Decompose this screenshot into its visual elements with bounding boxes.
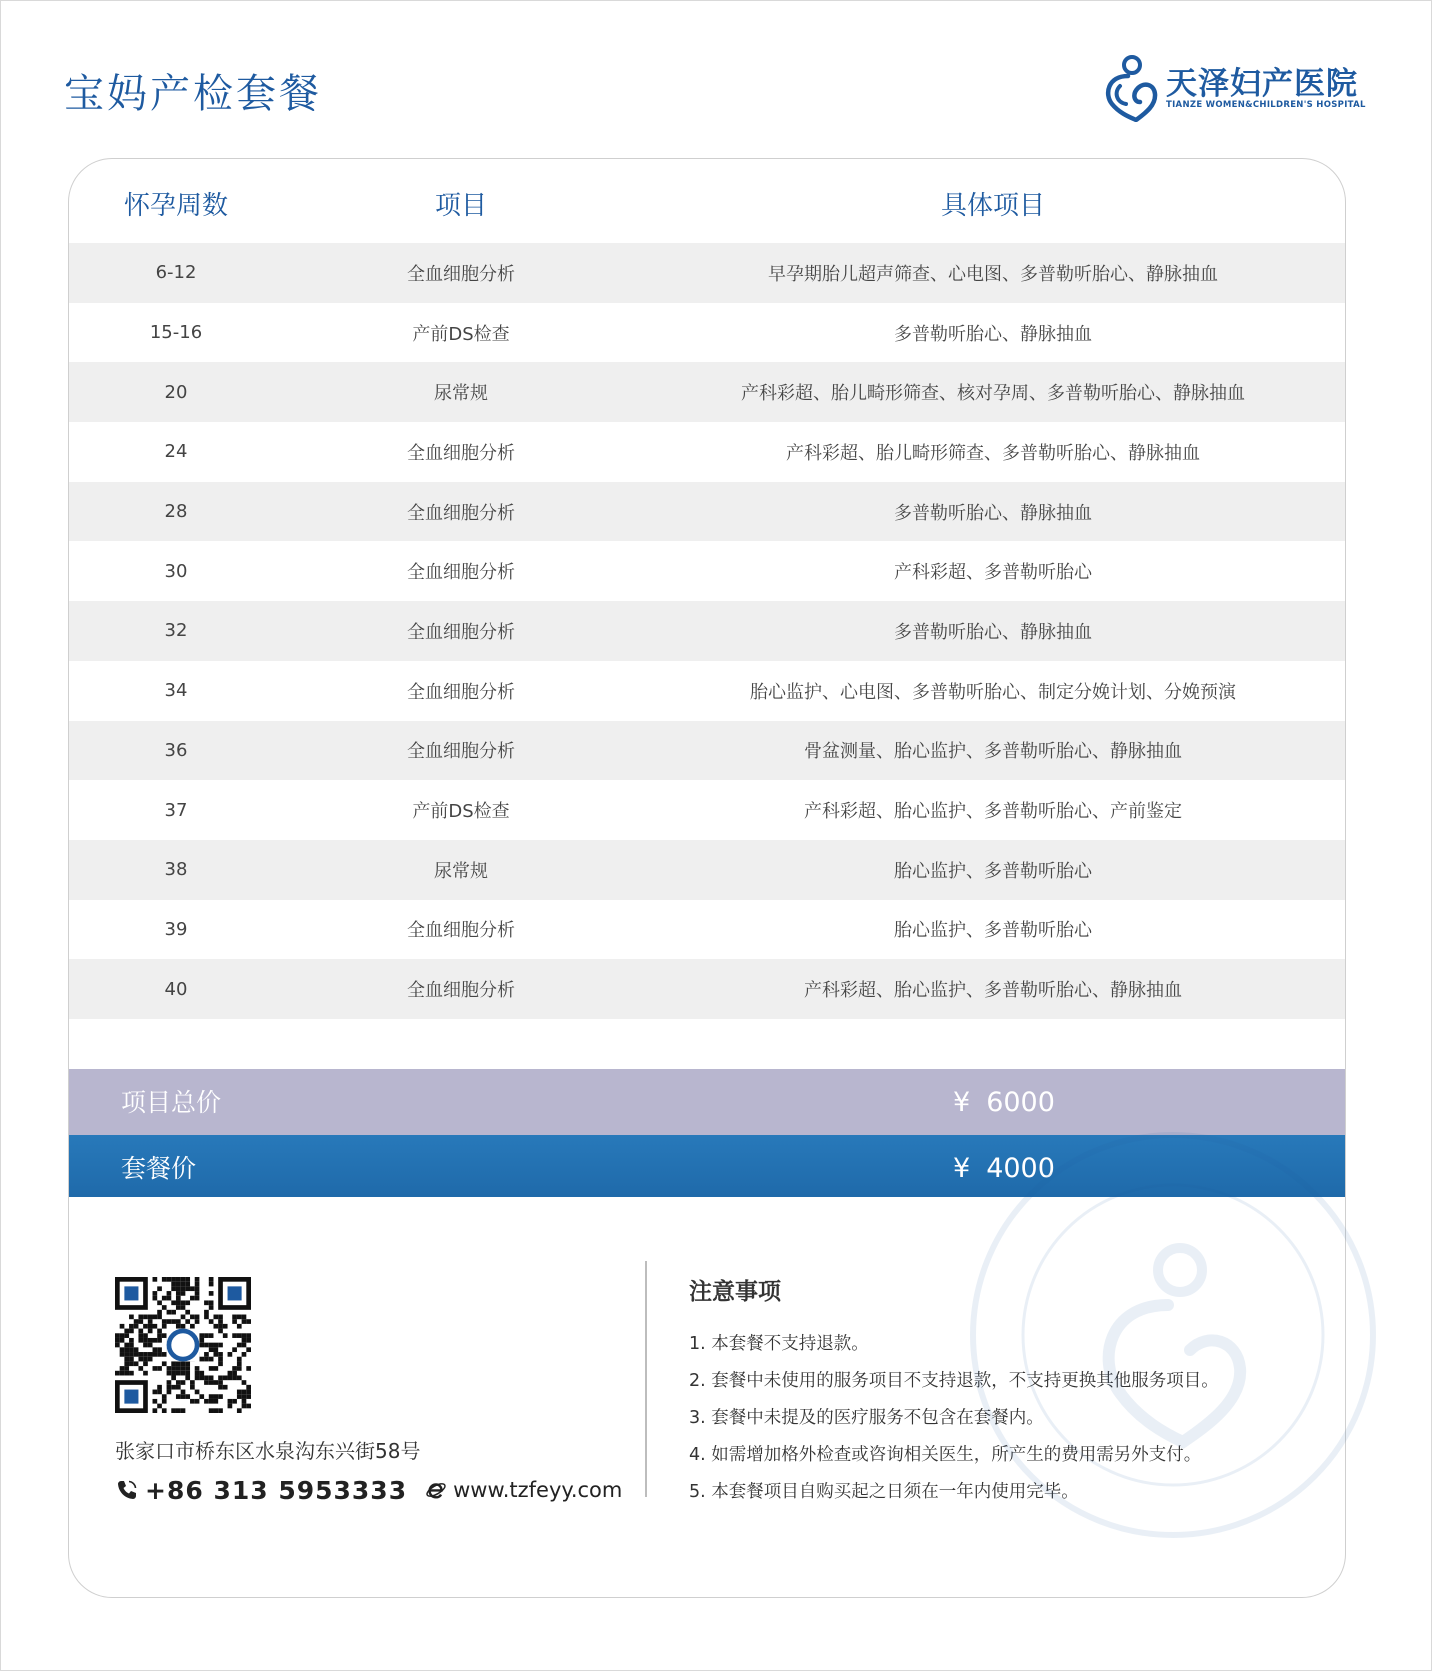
detail-cell: 早孕期胎儿超声筛查、心电图、多普勒听胎心、静脉抽血 — [768, 263, 1218, 285]
qr-code[interactable] — [115, 1277, 251, 1413]
week-cell: 24 — [164, 441, 188, 463]
detail-cell: 产科彩超、胎儿畸形筛查、多普勒听胎心、静脉抽血 — [786, 442, 1200, 464]
website-link[interactable]: www.tzfeyy.com — [453, 1478, 623, 1502]
item-cell: 产前DS检查 — [412, 801, 510, 823]
table-row — [69, 243, 1345, 303]
page-title: 宝妈产检套餐 — [64, 71, 322, 117]
item-cell: 产前DS检查 — [412, 323, 510, 345]
table-row — [69, 721, 1345, 781]
item-cell: 全血细胞分析 — [407, 920, 515, 942]
detail-cell: 胎心监护、多普勒听胎心 — [894, 920, 1092, 942]
table-row — [69, 482, 1345, 542]
total-currency: ¥ — [953, 1087, 971, 1118]
table-row — [69, 840, 1345, 900]
table-row — [69, 780, 1345, 840]
item-cell: 全血细胞分析 — [407, 442, 515, 464]
hospital-name-en: TIANZE WOMEN&CHILDREN'S HOSPITAL — [1166, 100, 1366, 110]
note-item: 1. 本套餐不支持退款。 — [689, 1334, 869, 1354]
detail-cell: 骨盆测量、胎心监护、多普勒听胎心、静脉抽血 — [804, 741, 1182, 763]
detail-cell: 多普勒听胎心、静脉抽血 — [894, 621, 1092, 643]
total-price-label: 项目总价 — [121, 1088, 222, 1117]
table-row — [69, 422, 1345, 482]
section-divider — [645, 1261, 647, 1497]
week-cell: 40 — [164, 978, 188, 1000]
week-cell: 32 — [164, 620, 188, 642]
phone-number[interactable]: +86 313 5953333 — [145, 1475, 408, 1505]
detail-cell: 产科彩超、胎儿畸形筛查、核对孕周、多普勒听胎心、静脉抽血 — [741, 383, 1245, 405]
note-item: 3. 套餐中未提及的医疗服务不包含在套餐内。 — [689, 1408, 1044, 1428]
item-cell: 全血细胞分析 — [407, 980, 515, 1002]
header-detail: 具体项目 — [940, 191, 1045, 221]
hospital-watermark-seal — [958, 1120, 1388, 1550]
note-item: 4. 如需增加格外检查或咨询相关医生，所产生的费用需另外支付。 — [689, 1445, 1202, 1465]
item-cell: 尿常规 — [434, 383, 488, 405]
total-amount: 6000 — [986, 1087, 1055, 1118]
item-cell: 全血细胞分析 — [407, 681, 515, 703]
week-cell: 15-16 — [149, 322, 203, 344]
week-cell: 6-12 — [155, 262, 197, 284]
total-price-value — [953, 1087, 1055, 1118]
address: 张家口市桥东区水泉沟东兴街58号 — [115, 1439, 421, 1463]
week-cell: 37 — [164, 799, 188, 821]
hospital-logo — [1098, 52, 1366, 124]
detail-cell: 产科彩超、多普勒听胎心 — [894, 562, 1092, 584]
item-cell: 全血细胞分析 — [407, 263, 515, 285]
hospital-name-cn: 天泽妇产医院 — [1166, 66, 1358, 102]
week-cell: 30 — [164, 560, 188, 582]
table-row — [69, 362, 1345, 422]
week-cell: 38 — [164, 859, 188, 881]
week-cell: 39 — [164, 918, 188, 940]
item-cell: 全血细胞分析 — [407, 741, 515, 763]
detail-cell: 多普勒听胎心、静脉抽血 — [894, 323, 1092, 345]
week-cell: 34 — [164, 680, 188, 702]
week-cell: 28 — [164, 501, 188, 523]
hospital-logo-icon — [1098, 52, 1158, 122]
table-row — [69, 601, 1345, 661]
detail-cell: 多普勒听胎心、静脉抽血 — [894, 502, 1092, 524]
note-item: 5. 本套餐项目自购买起之日须在一年内使用完毕。 — [689, 1482, 1079, 1502]
detail-cell: 胎心监护、心电图、多普勒听胎心、制定分娩计划、分娩预演 — [750, 681, 1236, 703]
browser-e-icon — [425, 1479, 447, 1501]
package-amount: 4000 — [986, 1153, 1055, 1184]
header-week: 怀孕周数 — [123, 191, 228, 221]
item-cell: 尿常规 — [434, 860, 488, 882]
table-row — [69, 959, 1345, 1019]
week-cell: 20 — [164, 381, 188, 403]
note-item: 2. 套餐中未使用的服务项目不支持退款，不支持更换其他服务项目。 — [689, 1371, 1219, 1391]
package-price-label: 套餐价 — [121, 1154, 197, 1183]
detail-cell: 产科彩超、胎心监护、多普勒听胎心、静脉抽血 — [804, 980, 1182, 1002]
table-row — [69, 303, 1345, 363]
item-cell: 全血细胞分析 — [407, 621, 515, 643]
item-cell: 全血细胞分析 — [407, 562, 515, 584]
table-row — [69, 900, 1345, 960]
week-cell: 36 — [164, 739, 188, 761]
table-header — [69, 159, 1345, 243]
item-cell: 全血细胞分析 — [407, 502, 515, 524]
detail-cell: 胎心监护、多普勒听胎心 — [894, 860, 1092, 882]
package-currency: ¥ — [953, 1153, 971, 1184]
table-row — [69, 661, 1345, 721]
table-body — [69, 243, 1345, 1019]
detail-cell: 产科彩超、胎心监护、多普勒听胎心、产前鉴定 — [804, 801, 1182, 823]
phone-icon — [115, 1478, 139, 1502]
contact-row — [115, 1473, 622, 1507]
table-row — [69, 541, 1345, 601]
header-item: 项目 — [434, 191, 487, 221]
notes-title: 注意事项 — [689, 1279, 781, 1305]
